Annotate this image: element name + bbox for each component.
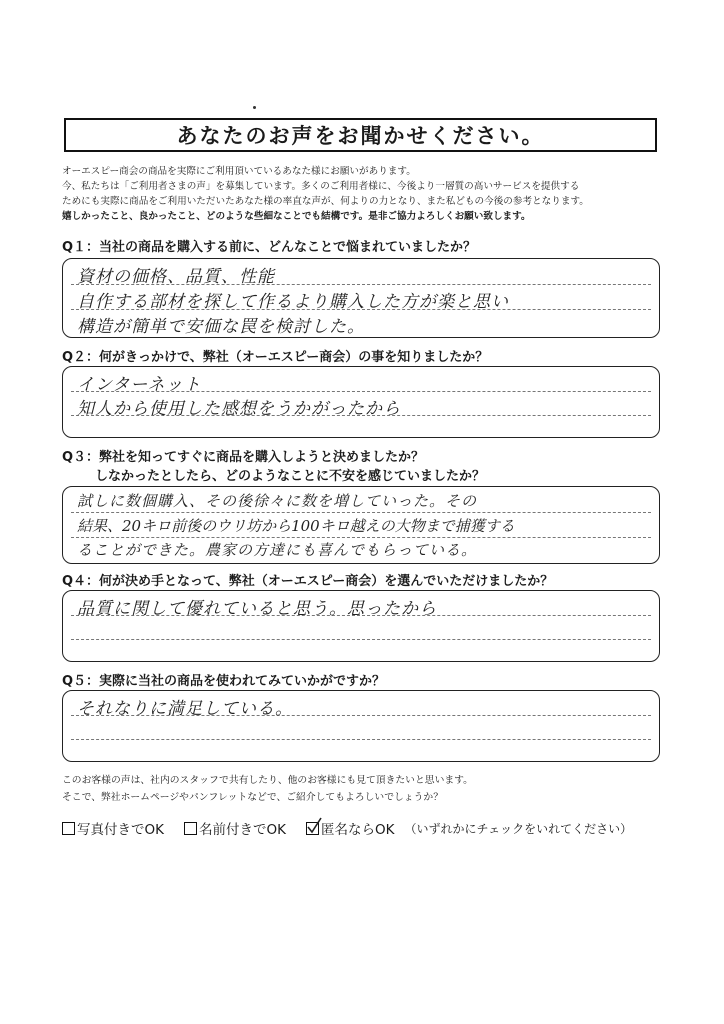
q2-answer-box: [62, 366, 660, 438]
q4-answer-line: 品質に関して優れていると思う。思ったから: [77, 599, 437, 619]
check-instruction: （いずれかにチェックをいれてください）: [404, 821, 633, 836]
checkbox-label: 写真付きでOK: [77, 822, 164, 838]
intro-text: [62, 164, 662, 224]
checkbox-box[interactable]: [62, 822, 75, 835]
answer-rule: [71, 537, 651, 538]
q2-answer-line: インターネット: [77, 375, 202, 395]
q3-label-2: しなかったとしたら、どのようなことに不安を感じていましたか？: [95, 469, 486, 484]
q1-answer-line: 構造が簡単で安価な罠を検討した。: [77, 317, 365, 337]
q3-answer-line: ることができた。農家の方達にも喜んでもらっている。: [77, 541, 478, 559]
q5-label: Q５：実際に当社の商品を使われてみていかがですか？: [62, 674, 386, 689]
intro-line: 今、私たちは「ご利用者さまの声」を募集しています。多くのご利用者様に、今後より一層質の高いサービスを提供する: [62, 181, 580, 192]
q3-label: Q３：弊社を知ってすぐに商品を購入しようと決めましたか？: [62, 450, 425, 465]
q4-label: Q４：何が決め手となって、弊社（オーエスピー商会）を選んでいただけましたか？: [62, 574, 554, 589]
footer-line: このお客様の声は、社内のスタッフで共有したり、他のお客様にも見て頂きたいと思います。: [62, 775, 473, 786]
intro-line: 嬉しかったこと、良かったこと、どのような些細なことでも結構です。是非ご協力よろしくお願い致します。: [62, 211, 531, 222]
q1-answer-box: [62, 258, 660, 338]
answer-rule: [71, 512, 651, 513]
footer-text: [62, 772, 473, 806]
page-title: あなたのお声をお聞かせください。: [176, 124, 545, 148]
intro-line: ためにも実際に商品をご利用いただいたあなた様の率直な声が、何よりの力となり、また私どもの今後の参考となります。: [62, 196, 589, 207]
checkbox-label: 匿名ならOK: [320, 822, 395, 838]
answer-rule: [71, 639, 651, 640]
q3-answer-box: [62, 486, 660, 564]
q3-answer-line: 試しに数個購入、その後徐々に数を増していった。その: [77, 492, 478, 510]
footer-line: そこで、弊社ホームページやパンフレットなどで、ご紹介してもよろしいでしょうか？: [62, 792, 443, 803]
checkbox-name-ok[interactable]: [184, 818, 286, 838]
q2-label: Q２：何がきっかけで、弊社（オーエスピー商会）の事を知りましたか？: [62, 350, 489, 365]
answer-rule: [71, 739, 651, 740]
checkbox-anonymous-ok[interactable]: [306, 818, 394, 838]
q5-answer-line: それなりに満足している。: [77, 699, 293, 719]
q1-answer-line: 自作する部材を探して作るより購入した方が楽と思い: [77, 292, 509, 312]
q1-answer-line: 資材の価格、品質、性能: [77, 267, 275, 287]
q5-answer-box: [62, 690, 660, 762]
checkbox-box[interactable]: [306, 822, 319, 835]
checkbox-label: 名前付きでOK: [198, 822, 286, 838]
q1-label: Q１：当社の商品を購入する前に、どんなことで悩まれていましたか？: [62, 240, 477, 255]
checkbox-box[interactable]: [184, 822, 197, 835]
checkmark-icon: [305, 817, 323, 835]
checkbox-photo-ok[interactable]: [62, 818, 164, 838]
q2-answer-line: 知人から使用した感想をうかがったから: [77, 399, 401, 419]
q4-answer-box: [62, 590, 660, 662]
intro-line: オーエスピー商会の商品を実際にご利用頂いているあなた様にお願いがあります。: [62, 166, 416, 177]
permission-checkboxes: [62, 818, 632, 838]
stray-dot: [253, 106, 256, 109]
q3-answer-line: 結果、20キロ前後のウリ坊から100キロ越えの大物まで捕獲する: [77, 517, 515, 535]
title-box: [64, 118, 657, 152]
